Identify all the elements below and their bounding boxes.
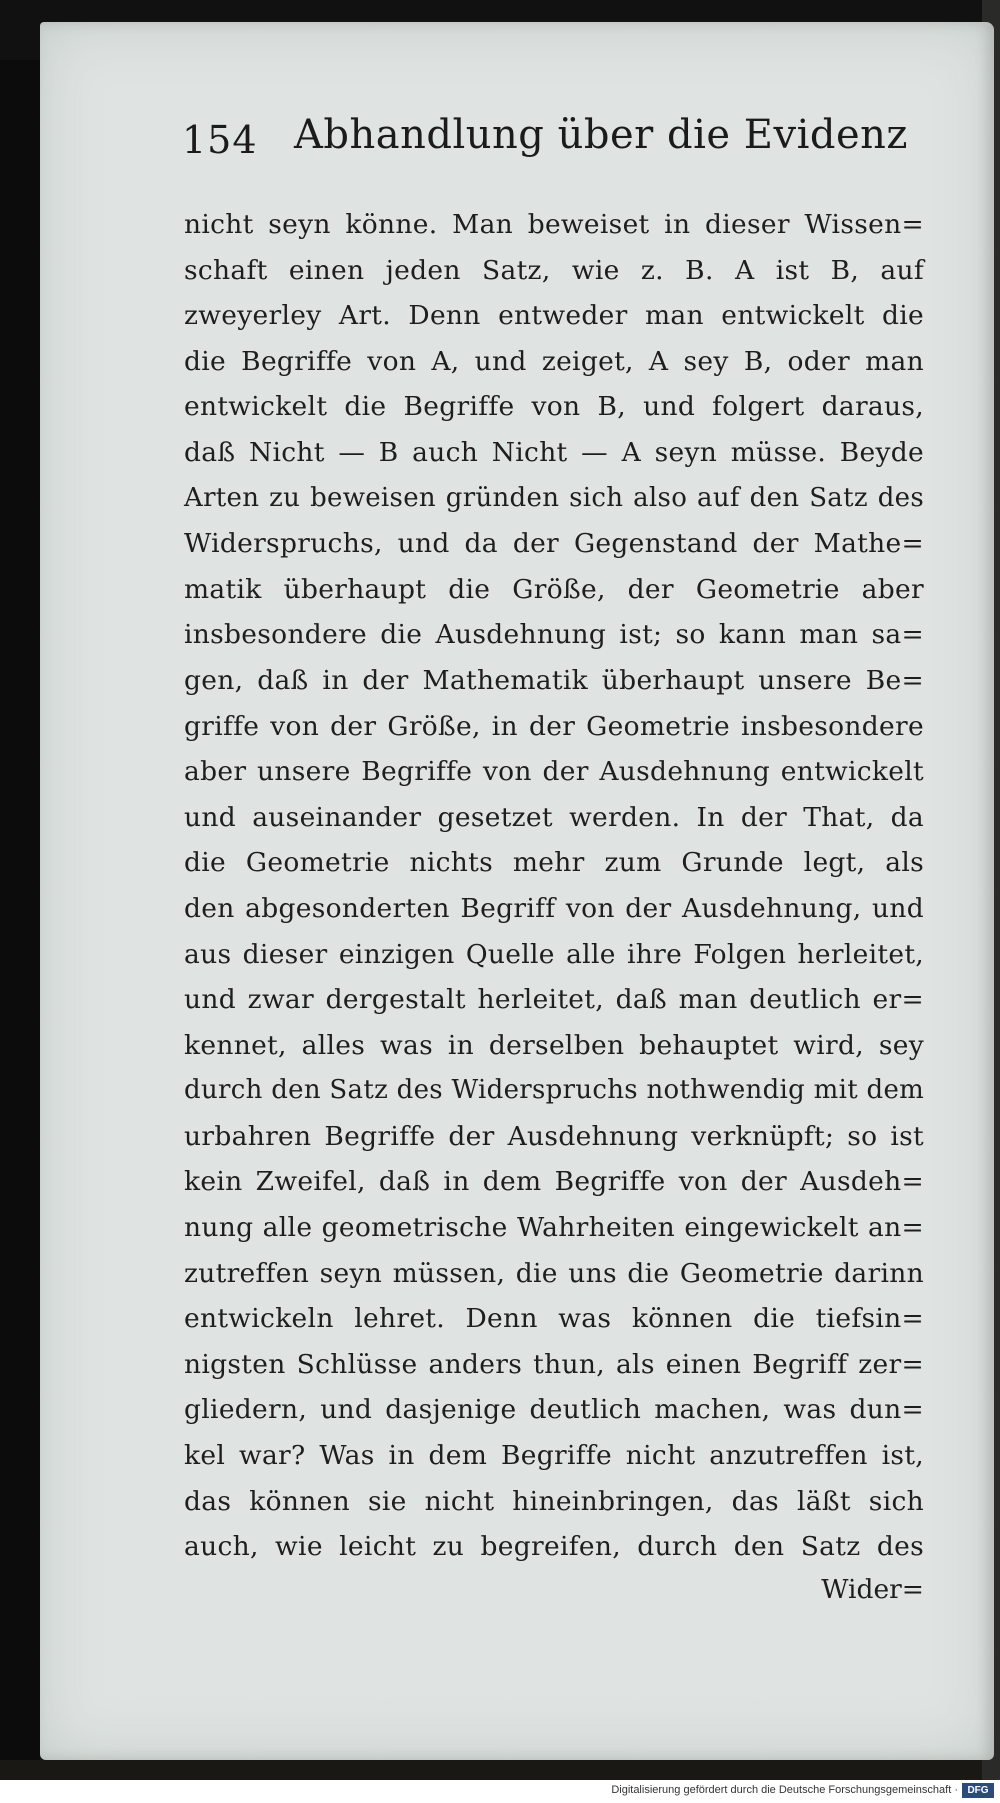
text-line: schaft einen jeden Satz, wie z. B. A ist B, auf: [184, 254, 924, 286]
text-line: nung alle geometrische Wahrheiten eingewickelt an=: [184, 1212, 924, 1244]
text-line: aber unsere Begriffe von der Ausdehnung entwickelt: [184, 756, 924, 788]
text-line: durch den Satz des Widerspruchs nothwendig mit dem: [184, 1075, 925, 1106]
text-line: die Begriffe von A, und zeiget, A sey B, oder man: [184, 345, 924, 377]
text-line: auch, wie leicht zu begreifen, durch den Satz des: [184, 1531, 924, 1563]
text-line: und zwar dergestalt herleitet, daß man deutlich er=: [184, 984, 924, 1016]
text-line: Arten zu beweisen gründen sich also auf den Satz des: [184, 482, 924, 513]
text-line: zutreffen seyn müssen, die uns die Geometrie darinn: [184, 1257, 924, 1289]
text-line: gliedern, und dasjenige deutlich machen, was dun=: [184, 1394, 924, 1426]
text-line: aus dieser einzigen Quelle alle ihre Folgen herleitet,: [184, 938, 924, 970]
text-line: entwickelt die Begriffe von B, und folgert daraus,: [184, 391, 924, 423]
text-line: gen, daß in der Mathematik überhaupt unsere Be=: [184, 664, 924, 696]
text-line: zweyerley Art. Denn entweder man entwickelt die: [184, 300, 924, 332]
text-line: die Geometrie nichts mehr zum Grunde legt, als: [184, 847, 924, 879]
scan-background-left: [0, 60, 40, 1760]
text-line: nigsten Schlüsse anders thun, als einen Begriff zer=: [184, 1348, 924, 1380]
footer-credit: Digitalisierung gefördert durch die Deutsche Forschungsgemeinschaft ·: [611, 1784, 958, 1796]
text-line: und auseinander gesetzet werden. In der That, da: [184, 801, 924, 833]
running-head: [182, 112, 908, 172]
text-line: kennet, alles was in derselben behauptet wird, sey: [184, 1029, 924, 1061]
catchword: Wider=: [821, 1574, 924, 1605]
text-line: entwickeln lehret. Denn was können die tiefsin=: [184, 1303, 924, 1335]
text-line: nicht seyn könne. Man beweiset in dieser Wissen=: [184, 209, 924, 240]
text-line: urbahren Begriffe der Ausdehnung verknüpft; so ist: [184, 1120, 924, 1152]
text-line: daß Nicht — B auch Nicht — A seyn müsse. Beyde: [184, 436, 924, 468]
text-line: Widerspruchs, und da der Gegenstand der Mathe=: [184, 528, 924, 560]
text-line: das können sie nicht hineinbringen, das läßt sich: [184, 1485, 924, 1517]
text-line: kel war? Was in dem Begriffe nicht anzutreffen ist,: [184, 1440, 924, 1472]
dfg-logo: DFG: [962, 1783, 994, 1798]
text-line: insbesondere die Ausdehnung ist; so kann man sa=: [184, 619, 924, 651]
body-text: [184, 202, 924, 1570]
running-title: Abhandlung über die Evidenz: [294, 112, 908, 158]
page-number: 154: [182, 118, 258, 162]
text-line: matik überhaupt die Größe, der Geometrie aber: [184, 573, 924, 605]
text-line: griffe von der Größe, in der Geometrie insbesondere: [184, 710, 924, 742]
text-line: kein Zweifel, daß in dem Begriffe von der Ausdeh=: [184, 1166, 924, 1198]
text-line: den abgesonderten Begriff von der Ausdehnung, und: [184, 892, 924, 924]
